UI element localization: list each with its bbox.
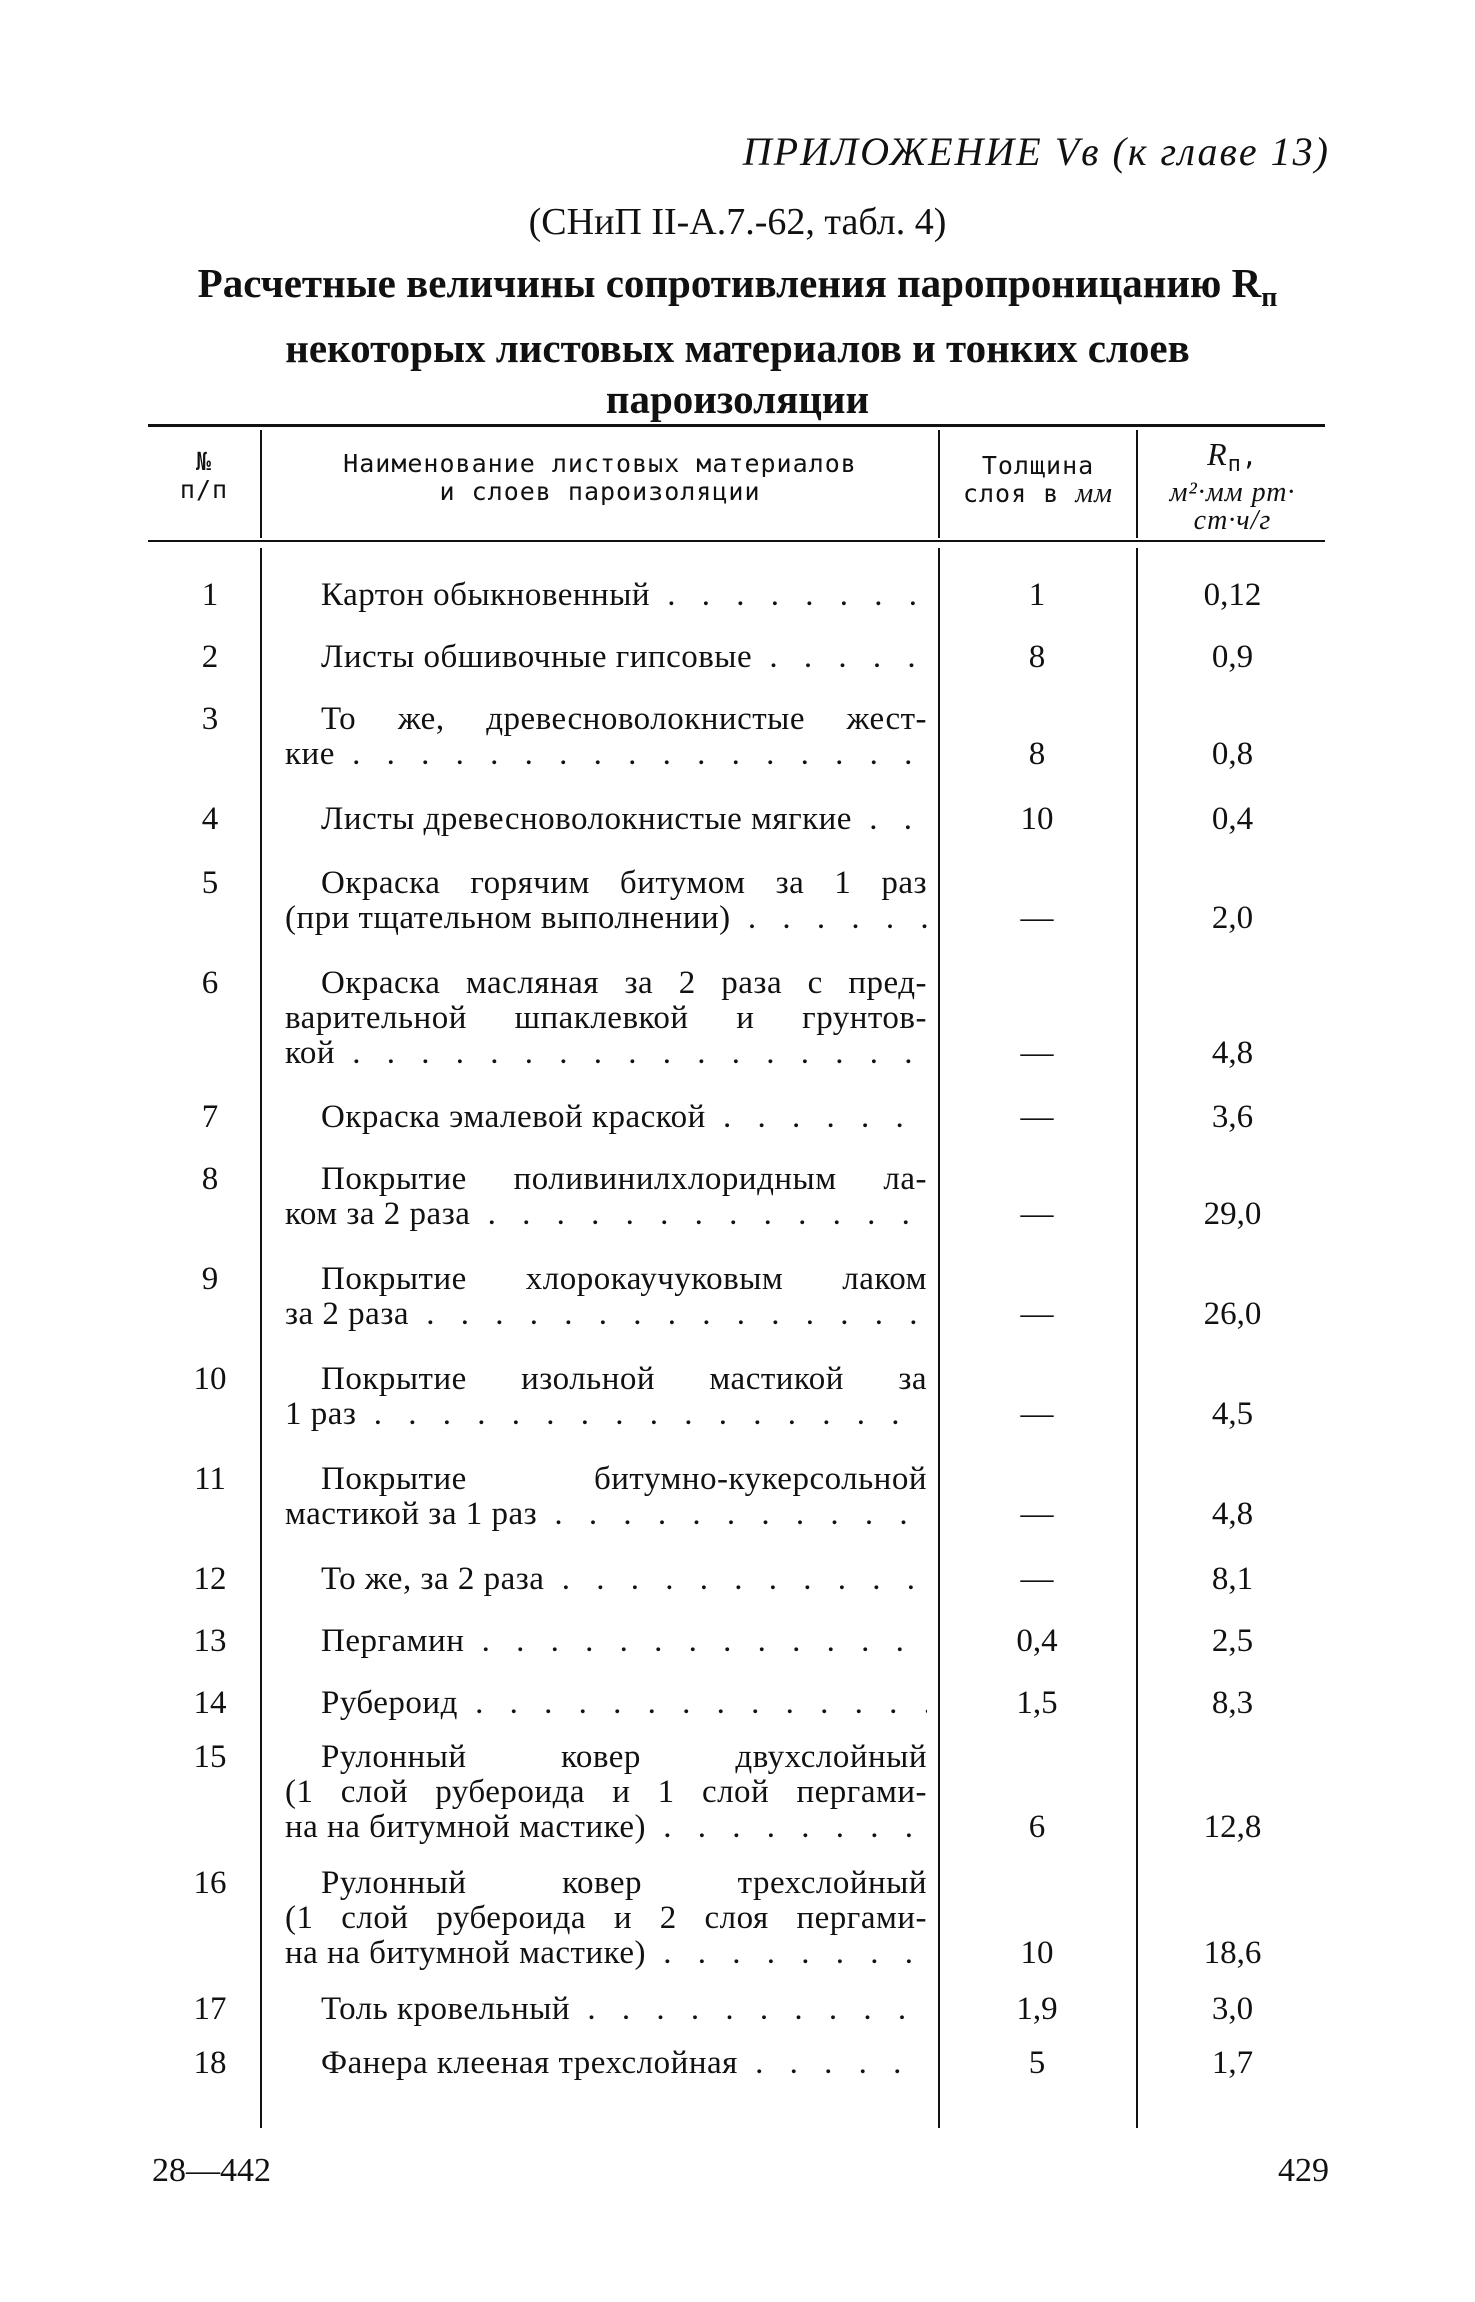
material-name-line: за 2 раза . . . — [285, 1297, 927, 1332]
row-number: 2 — [201, 639, 219, 675]
row-material-name — [285, 1162, 927, 1232]
row-material-name — [285, 1686, 927, 1721]
title-subscript: п — [1261, 282, 1278, 314]
row-resistance: 4,8 — [1211, 1035, 1254, 1071]
material-name-line: Рубероид . . . — [285, 1686, 927, 1721]
row-number: 6 — [201, 965, 219, 1001]
material-name-line: Окраска эмалевой краской . . . — [285, 1100, 927, 1135]
row-thickness: — — [1020, 1396, 1054, 1432]
material-name-line: Рулонный ковер трехслойный — [321, 1866, 927, 1901]
column-divider-3 — [1136, 548, 1138, 2128]
column-divider-2 — [938, 548, 940, 2128]
material-name-line: То же, за 2 раза . . . — [285, 1562, 927, 1597]
row-thickness: — — [1020, 1035, 1054, 1071]
row-material-name — [285, 1562, 927, 1597]
row-number: 4 — [201, 801, 219, 837]
material-name-line: на на битумной мастике) . . . — [285, 1936, 927, 1971]
row-material-name — [285, 866, 927, 936]
row-material-name — [285, 1740, 927, 1845]
row-number: 8 — [201, 1161, 219, 1197]
row-resistance: 2,0 — [1211, 900, 1254, 936]
row-thickness: — — [1020, 1496, 1054, 1532]
material-name-line: кой . . . — [285, 1036, 927, 1071]
row-number: 17 — [193, 1991, 227, 2027]
row-material-name — [285, 1362, 927, 1432]
row-resistance: 26,0 — [1203, 1296, 1262, 1332]
row-resistance: 2,5 — [1211, 1623, 1254, 1659]
row-thickness: 8 — [1028, 736, 1046, 772]
row-number: 14 — [193, 1685, 227, 1721]
material-name-line: Покрытие хлорокаучуковым лаком — [321, 1262, 927, 1297]
row-resistance: 0,8 — [1211, 736, 1254, 772]
material-name-line: (1 слой рубероида и 1 слой пергами- — [285, 1775, 927, 1810]
material-name-line: Картон обыкновенный . . . — [285, 578, 927, 613]
material-name-line: (1 слой рубероида и 2 слоя пергами- — [285, 1901, 927, 1936]
material-name-line: Фанера клееная трехслойная . . . — [285, 2046, 927, 2081]
material-name-line: Рулонный ковер двухслойный — [321, 1740, 927, 1775]
row-thickness: — — [1020, 1099, 1054, 1135]
material-name-line: Покрытие изольной мастикой за — [321, 1362, 927, 1397]
row-material-name — [285, 966, 927, 1071]
material-name-line: мастикой за 1 раз . . . — [285, 1497, 927, 1532]
header-thickness: Толщина слоя в мм — [962, 451, 1114, 509]
material-name-line: Окраска горячим битумом за 1 раз — [321, 866, 927, 901]
row-thickness: — — [1020, 1196, 1054, 1232]
row-thickness: 1,5 — [1016, 1685, 1058, 1721]
header-divider-3 — [1136, 430, 1138, 538]
row-number: 5 — [201, 865, 219, 901]
row-thickness: — — [1020, 1561, 1054, 1597]
material-name-line: (при тщательном выполнении) . . . — [285, 901, 927, 936]
row-resistance: 8,3 — [1211, 1685, 1254, 1721]
row-number: 7 — [201, 1099, 219, 1135]
row-material-name — [285, 1992, 927, 2027]
material-name-line: Пергамин . . . — [285, 1624, 927, 1659]
table-header-rule — [148, 540, 1325, 542]
row-material-name — [285, 702, 927, 772]
material-name-line: Покрытие поливинилхлоридным ла- — [321, 1162, 927, 1197]
material-name-line: на на битумной мастике) . . . — [285, 1810, 927, 1845]
row-resistance: 3,0 — [1211, 1991, 1254, 2027]
row-resistance: 8,1 — [1211, 1561, 1254, 1597]
row-thickness: 6 — [1028, 1809, 1046, 1845]
header-divider-2 — [938, 430, 940, 538]
header-resistance: $R_п$, м²·мм рт· ст·ч/г — [1169, 436, 1296, 536]
row-resistance: 29,0 — [1203, 1196, 1262, 1232]
row-thickness: 8 — [1028, 639, 1046, 675]
row-thickness: 1 — [1028, 577, 1046, 613]
page-number: 429 — [1278, 2152, 1329, 2189]
row-thickness: 10 — [1020, 1935, 1054, 1971]
row-number: 11 — [194, 1461, 226, 1497]
row-resistance: 0,12 — [1203, 577, 1262, 613]
row-thickness: 0,4 — [1016, 1623, 1058, 1659]
title-line-2: некоторых листовых материалов и тонких слоев — [285, 325, 1190, 372]
material-name-line: Листы древесноволокнистые мягкие . . . — [285, 802, 927, 837]
row-material-name — [285, 1100, 927, 1135]
row-number: 13 — [193, 1623, 227, 1659]
header-number: № п/п — [179, 447, 229, 504]
row-number: 15 — [193, 1739, 227, 1775]
row-resistance: 0,4 — [1211, 801, 1254, 837]
printer-signature: 28—442 — [152, 2152, 271, 2189]
table-top-rule — [148, 424, 1325, 427]
material-name-line: ком за 2 раза . . . — [285, 1197, 927, 1232]
row-material-name — [285, 802, 927, 837]
material-name-line: Покрытие битумно-кукерсольной — [321, 1462, 927, 1497]
row-material-name — [285, 1866, 927, 1971]
row-material-name — [285, 578, 927, 613]
header-divider-1 — [260, 430, 262, 538]
row-material-name — [285, 1262, 927, 1332]
row-resistance: 0,9 — [1211, 639, 1254, 675]
material-name-line: 1 раз . . . — [285, 1397, 927, 1432]
row-number: 10 — [193, 1361, 227, 1397]
material-name-line: То же, древесноволокнистые жест- — [321, 702, 927, 737]
material-name-line: кие . . . — [285, 737, 927, 772]
material-name-line: Окраска масляная за 2 раза с пред- — [321, 966, 927, 1001]
row-material-name — [285, 2046, 927, 2081]
row-thickness: — — [1020, 900, 1054, 936]
title-line-1: Расчетные величины сопротивления паропроницанию $R_п$ — [197, 260, 1278, 314]
header-name: Наименование листовых материалов и слоев пароизоляции — [343, 449, 857, 506]
material-name-line: Толь кровельный . . . — [285, 1992, 927, 2027]
row-resistance: 4,5 — [1211, 1396, 1254, 1432]
title-line-3: пароизоляции — [605, 376, 870, 423]
row-resistance: 3,6 — [1211, 1099, 1254, 1135]
row-resistance: 12,8 — [1203, 1809, 1262, 1845]
row-thickness: 10 — [1020, 801, 1054, 837]
row-thickness: — — [1020, 1296, 1054, 1332]
row-thickness: 5 — [1028, 2045, 1046, 2081]
material-name-line: Листы обшивочные гипсовые . . . — [285, 640, 927, 675]
row-thickness: 1,9 — [1016, 1991, 1058, 2027]
row-number: 9 — [201, 1261, 219, 1297]
row-resistance: 18,6 — [1203, 1935, 1262, 1971]
thickness-unit: мм — [1075, 478, 1114, 509]
row-material-name — [285, 1624, 927, 1659]
row-resistance: 4,8 — [1211, 1496, 1254, 1532]
row-number: 18 — [193, 2045, 227, 2081]
row-number: 16 — [193, 1865, 227, 1901]
source-reference: (СНиП II-А.7.-62, табл. 4) — [528, 201, 947, 243]
row-material-name — [285, 640, 927, 675]
row-number: 3 — [201, 701, 219, 737]
appendix-label: ПРИЛОЖЕНИЕ Vв (к главе 13) — [742, 129, 1330, 174]
material-name-line: варительной шпаклевкой и грунтов- — [285, 1001, 927, 1036]
table-title — [150, 258, 1325, 425]
row-number: 12 — [193, 1561, 227, 1597]
row-number: 1 — [201, 577, 219, 613]
row-material-name — [285, 1462, 927, 1532]
row-resistance: 1,7 — [1211, 2045, 1254, 2081]
